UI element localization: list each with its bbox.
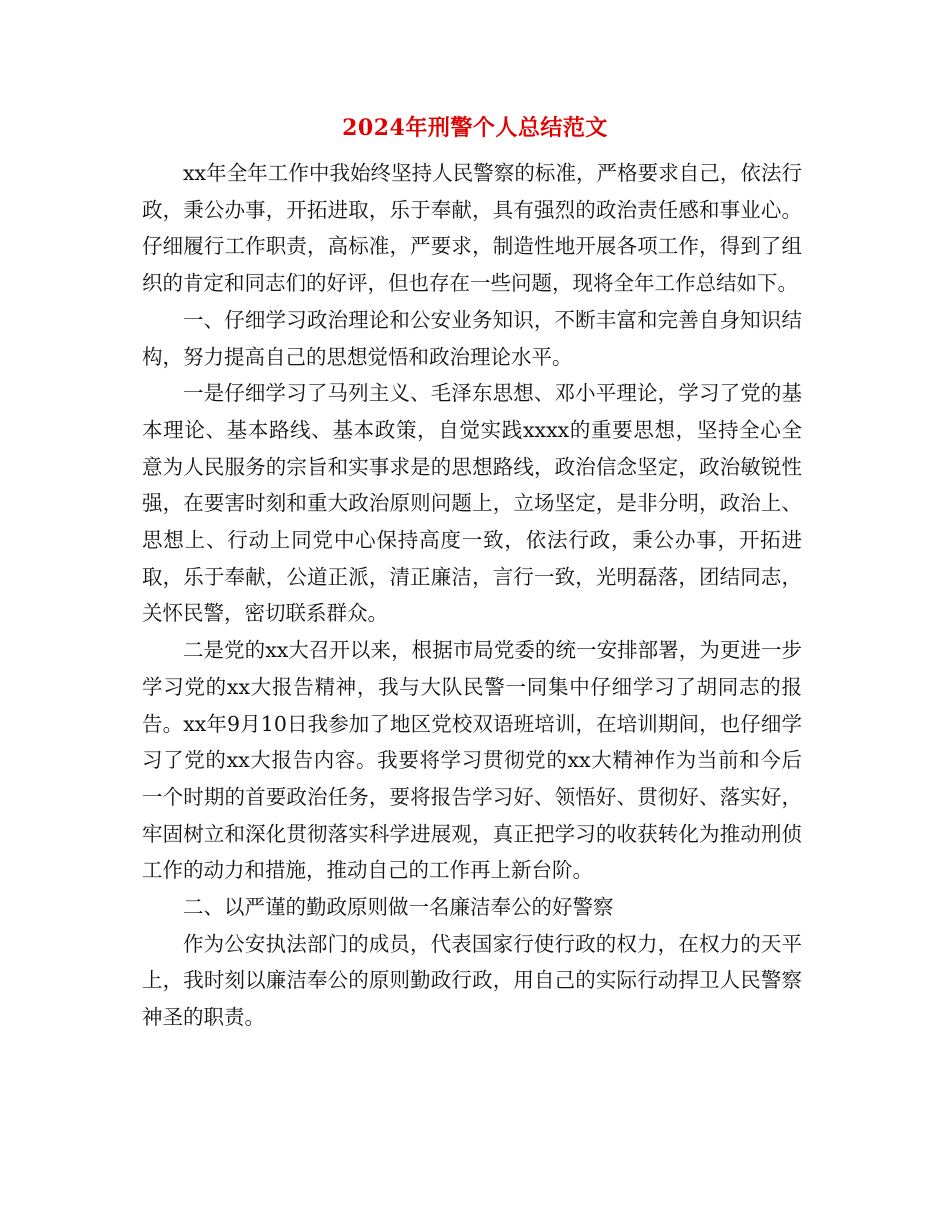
section-heading-1: 一、仔细学习政治理论和公安业务知识，不断丰富和完善自身知识结构，努力提高自己的思想觉悟和政治理论水平。 — [142, 307, 802, 369]
paragraph-first-point: 一是仔细学习了马列主义、毛泽东思想、邓小平理论，学习了党的基本理论、基本路线、基本政策，自觉实践xxxx的重要思想，坚持全心全意为人民服务的宗旨和实事求是的思想路线，政治信念坚定，政治敏锐性强，在要害时刻和重大政治原则问题上，立场坚定，是非分明，政治上、思想上、行动上同党中心保持高度一致，依法行政，秉公办事，开拓进取，乐于奉献，公道正派，清正廉洁，言行一致，光明磊落，团结同志，关怀民警，密切联系群众。 — [142, 381, 802, 626]
paragraph-intro: xx年全年工作中我始终坚持人民警察的标准，严格要求自己，依法行政，秉公办事，开拓进取，乐于奉献，具有强烈的政治责任感和事业心。仔细履行工作职责，高标准，严要求，制造性地开展各项工作，得到了组织的肯定和同志们的好评，但也存在一些问题，现将全年工作总结如下。 — [142, 161, 802, 296]
paragraph-second-point: 二是党的xx大召开以来，根据市局党委的统一安排部署，为更进一步学习党的xx大报告精神，我与大队民警一同集中仔细学习了胡同志的报告。xx年9月10日我参加了地区党校双语班培训，在培训期间，也仔细学习了党的xx大报告内容。我要将学习贯彻党的xx大精神作为当前和今后一个时期的首要政治任务，要将报告学习好、领悟好、贯彻好、落实好，牢固树立和深化贯彻落实科学进展观，真正把学习的收获转化为推动刑侦工作的动力和措施，推动自己的工作再上新台阶。 — [142, 638, 802, 883]
section-heading-2: 二、以严谨的勤政原则做一名廉洁奉公的好警察 — [183, 895, 614, 920]
document-title: 2024年刑警个人总结范文 — [342, 115, 608, 141]
paragraph-integrity: 作为公安执法部门的成员，代表国家行使行政的权力，在权力的天平上，我时刻以廉洁奉公的原则勤政行政，用自己的实际行动捍卫人民警察神圣的职责。 — [142, 931, 802, 1030]
document-body — [142, 155, 802, 1036]
